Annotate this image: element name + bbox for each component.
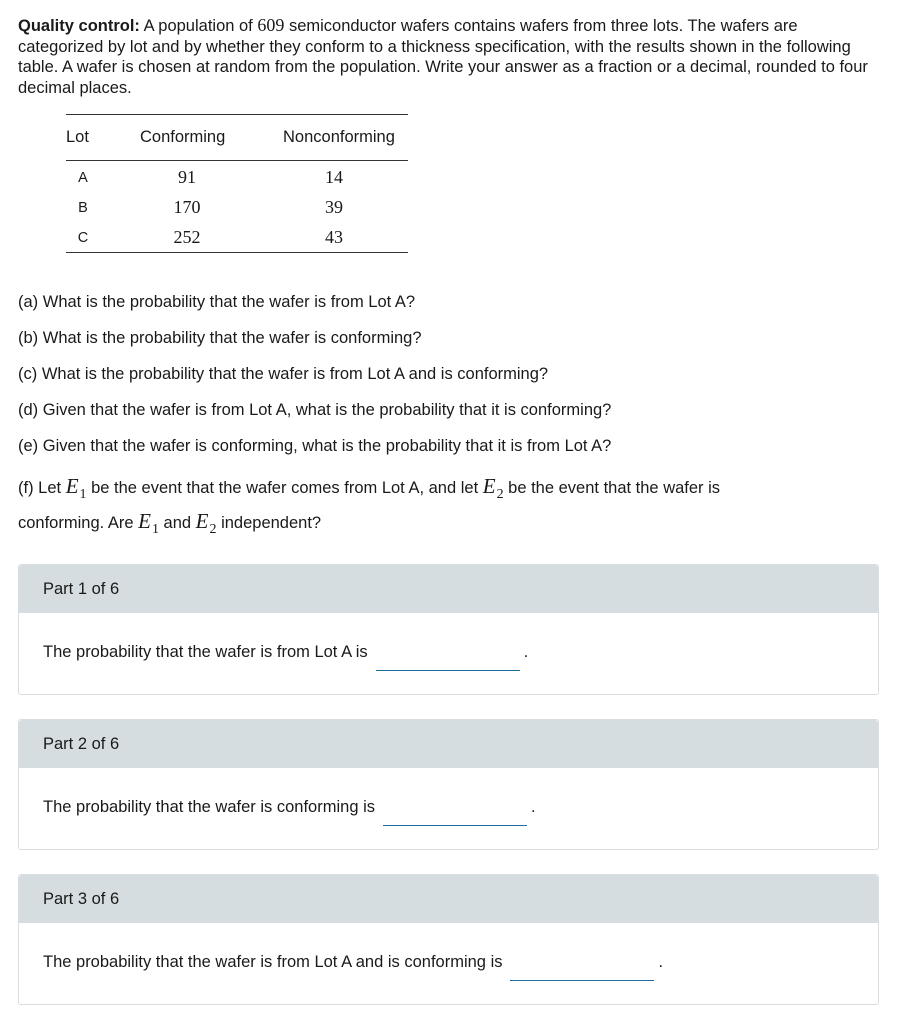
header-conforming: Conforming bbox=[140, 128, 226, 146]
part-1-prompt: The probability that the wafer is from Lot A is bbox=[43, 643, 368, 661]
intro-text-1: A population of bbox=[139, 17, 258, 35]
part-1-panel bbox=[18, 564, 879, 695]
part-3-prompt: The probability that the wafer is from Lot A and is conforming is bbox=[43, 953, 503, 971]
question-f-text-3: be the event that the wafer is bbox=[503, 479, 721, 497]
part-2-header: Part 2 of 6 bbox=[19, 720, 878, 768]
intro-text-2: semiconductor wafers contains wafers from three lots. The wafers are categorized by lot and by whether they conform to a thickness specification, with the results shown in the following table. A wafer is chosen at random from the population. Write your answer as a fraction or a decimal, rounded to four decimal places. bbox=[18, 17, 868, 97]
problem-label: Quality control: bbox=[18, 17, 140, 35]
part-2-body bbox=[43, 798, 536, 826]
header-lot: Lot bbox=[66, 128, 89, 146]
part-2-period: . bbox=[531, 798, 536, 816]
event-e1-symbol: E bbox=[65, 474, 79, 498]
event-e1-subscript: 1 bbox=[79, 487, 87, 502]
header-nonconforming: Nonconforming bbox=[283, 128, 395, 146]
question-f-text-1: (f) Let bbox=[18, 479, 66, 497]
question-f-text-2: be the event that the wafer comes from Lot A, and let bbox=[86, 479, 483, 497]
question-a: (a) What is the probability that the wafer is from Lot A? bbox=[18, 293, 416, 311]
event-e1-subscript: 1 bbox=[151, 522, 159, 537]
table-top-rule bbox=[66, 114, 408, 115]
cell-a-conforming: 91 bbox=[178, 167, 196, 187]
part-3-panel bbox=[18, 874, 879, 1005]
question-e: (e) Given that the wafer is conforming, what is the probability that it is from Lot A? bbox=[18, 437, 612, 455]
table-bottom-rule bbox=[66, 252, 408, 253]
cell-lot-a: A bbox=[78, 170, 88, 186]
table-header-rule bbox=[66, 160, 408, 161]
cell-b-conforming: 170 bbox=[173, 197, 201, 217]
question-c: (c) What is the probability that the wafer is from Lot A and is conforming? bbox=[18, 365, 549, 383]
wafer-table bbox=[66, 114, 408, 254]
part-1-body bbox=[43, 643, 528, 671]
population-count: 609 bbox=[257, 15, 285, 35]
cell-a-nonconforming: 14 bbox=[325, 167, 343, 187]
part-2-answer-input[interactable] bbox=[383, 803, 527, 826]
part-1-header: Part 1 of 6 bbox=[19, 565, 878, 613]
question-f-text-4: conforming. Are bbox=[18, 514, 139, 532]
problem-statement bbox=[18, 15, 886, 98]
cell-lot-b: B bbox=[78, 200, 88, 216]
part-3-period: . bbox=[658, 953, 664, 971]
part-1-answer-input[interactable] bbox=[376, 648, 520, 671]
event-e2-subscript: 2 bbox=[496, 487, 504, 502]
part-3-header: Part 3 of 6 bbox=[19, 875, 878, 923]
cell-c-conforming: 252 bbox=[173, 227, 201, 247]
part-2-panel bbox=[18, 719, 879, 850]
part-3-body bbox=[43, 953, 663, 981]
part-2-prompt: The probability that the wafer is conforming is bbox=[43, 798, 375, 816]
cell-lot-c: C bbox=[77, 230, 89, 246]
question-f-text-6: independent? bbox=[216, 514, 322, 532]
question-f-text-5: and bbox=[158, 514, 196, 532]
event-e2-symbol: E bbox=[195, 509, 209, 533]
question-b: (b) What is the probability that the wafer is conforming? bbox=[18, 329, 422, 347]
event-e2-subscript: 2 bbox=[209, 522, 217, 537]
cell-b-nonconforming: 39 bbox=[325, 197, 343, 217]
question-f-line1 bbox=[18, 474, 720, 503]
part-1-period: . bbox=[523, 643, 529, 661]
event-e2-symbol: E bbox=[482, 474, 496, 498]
question-f-line2 bbox=[18, 509, 321, 538]
part-3-answer-input[interactable] bbox=[510, 958, 654, 981]
question-d: (d) Given that the wafer is from Lot A, what is the probability that it is conforming? bbox=[18, 401, 612, 419]
event-e1-symbol: E bbox=[138, 509, 151, 533]
cell-c-nonconforming: 43 bbox=[325, 227, 343, 247]
